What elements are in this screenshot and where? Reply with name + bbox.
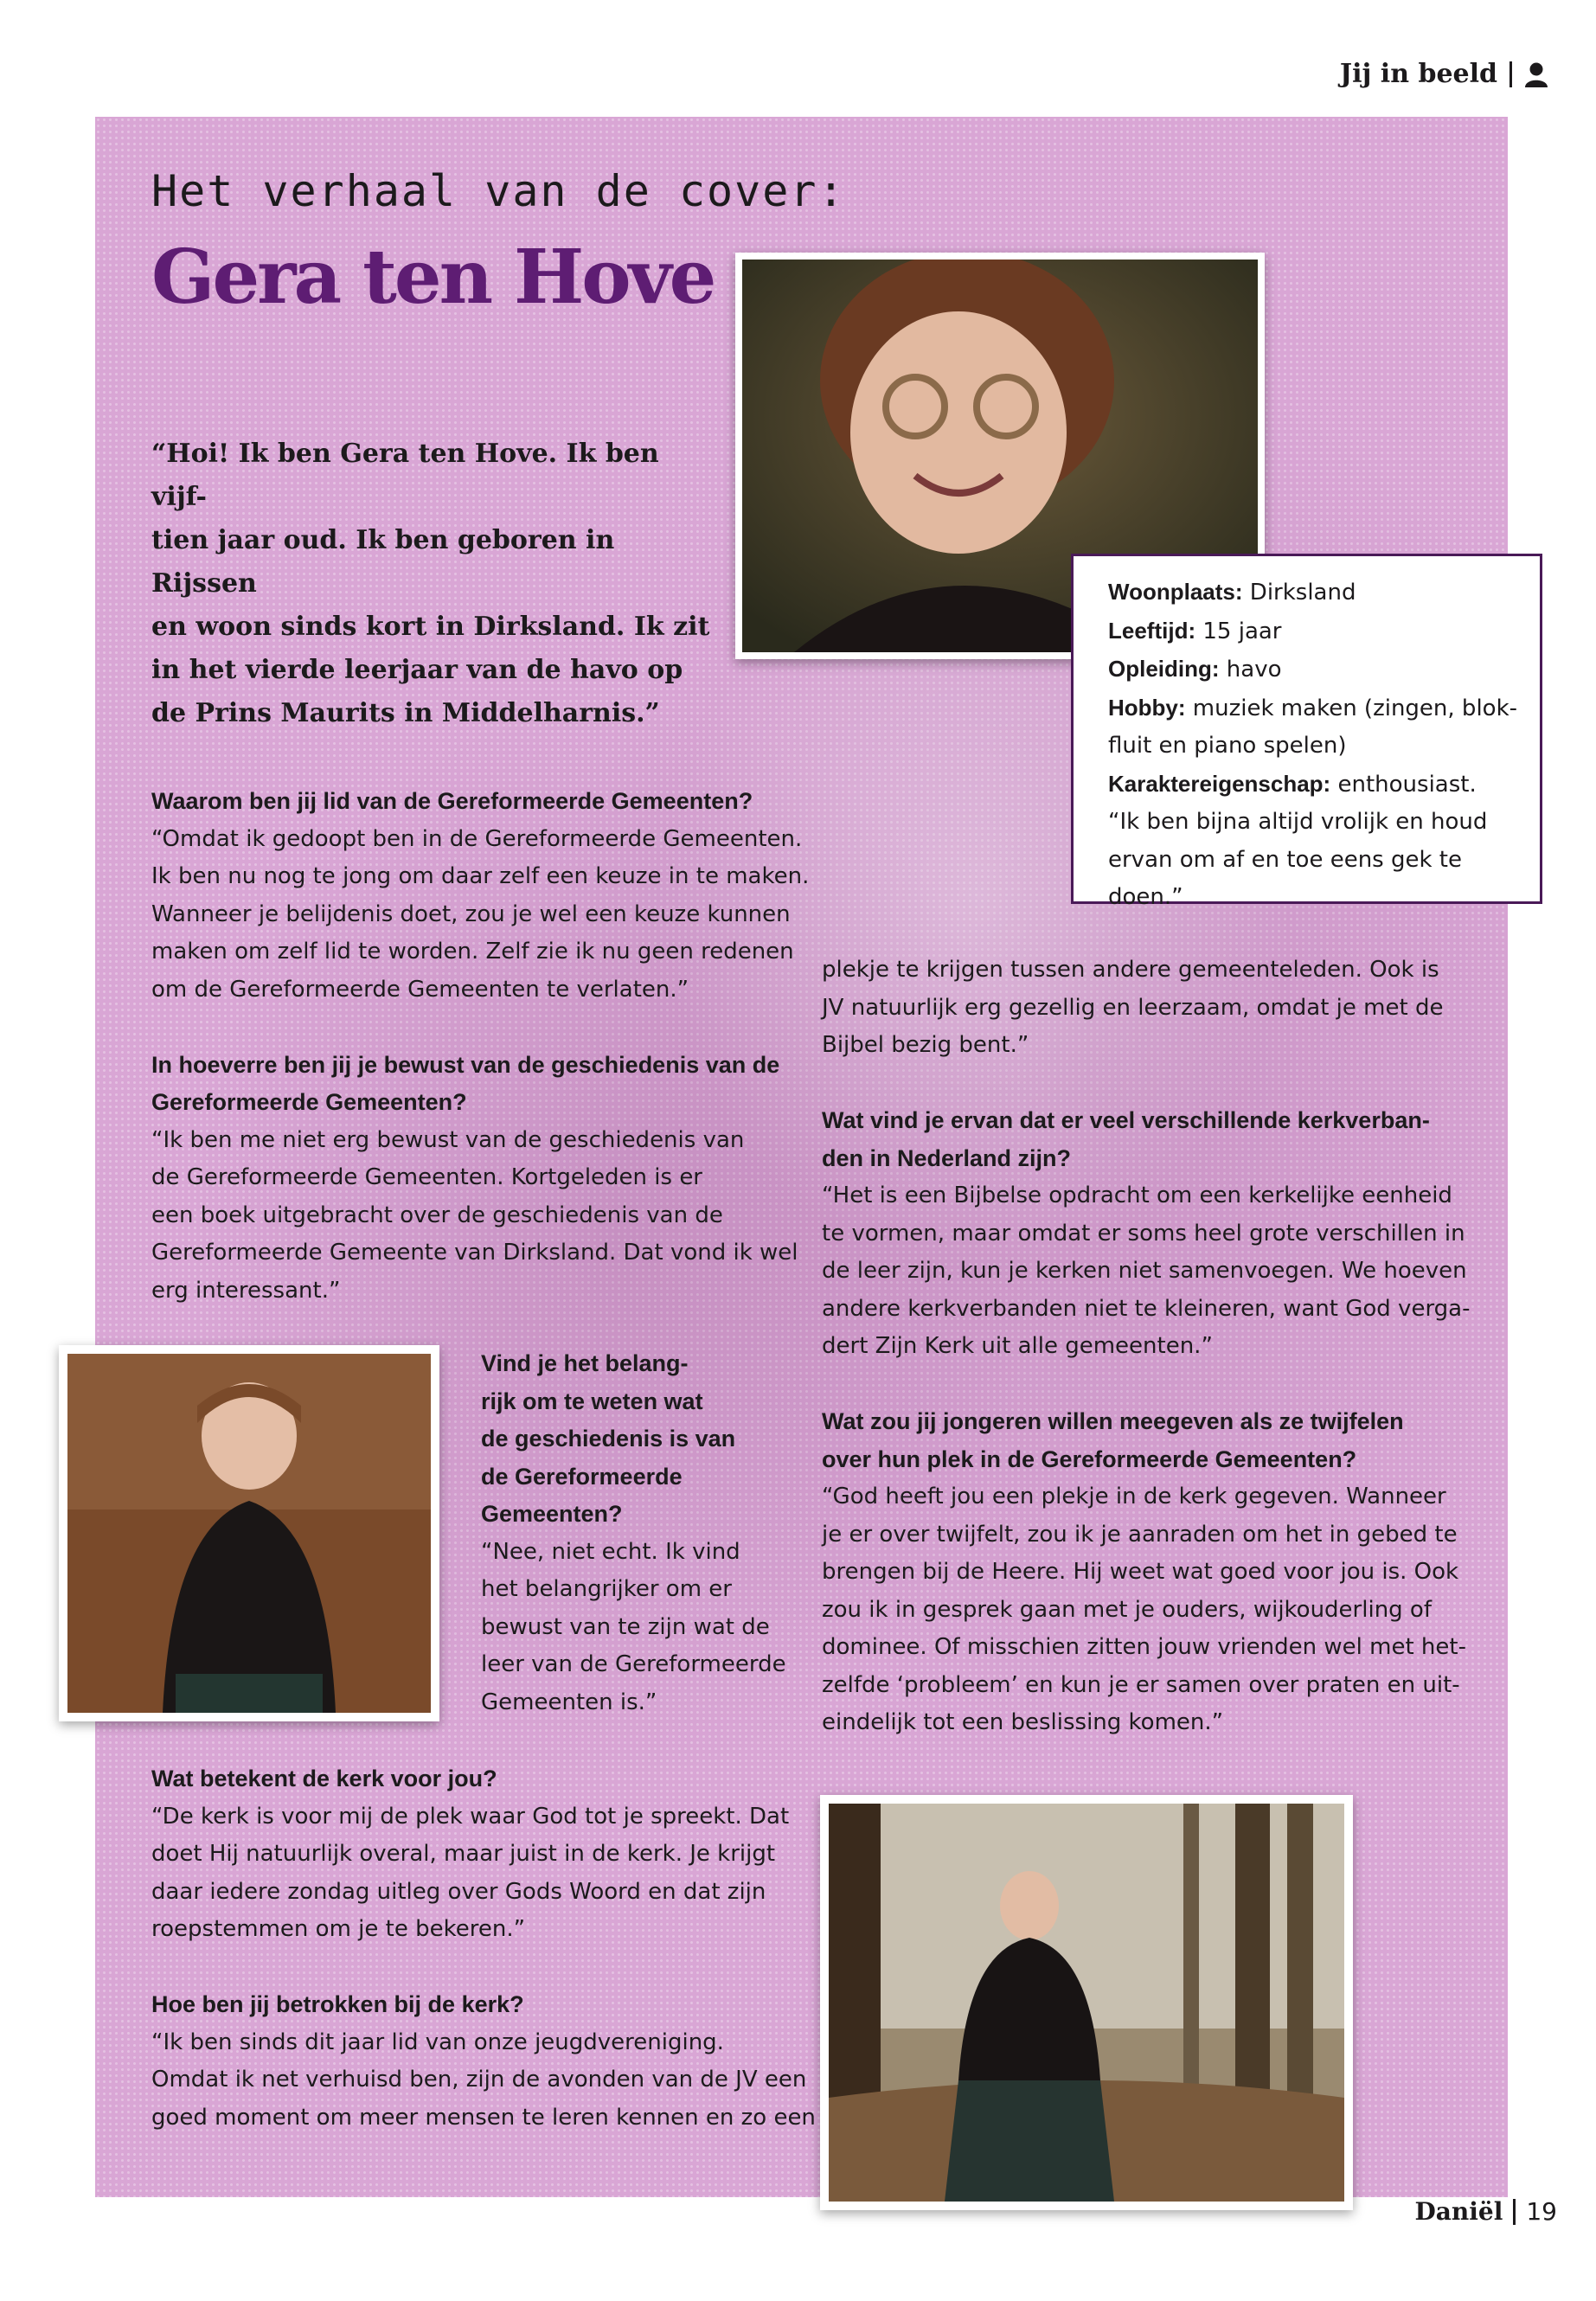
magazine-name: Daniël	[1414, 2197, 1503, 2226]
section-header	[1340, 59, 1548, 89]
forest-photo	[820, 1795, 1353, 2210]
smiling-photo	[59, 1345, 439, 1721]
question: Hoe ben jij betrokken bij de kerk?	[151, 1991, 524, 2017]
footer-divider	[1513, 2199, 1516, 2225]
article-kicker: Het verhaal van de cover:	[151, 166, 846, 216]
value-woonplaats: Dirksland	[1242, 580, 1356, 606]
section-name: Jij in beeld	[1339, 59, 1497, 89]
profile-infobox	[1071, 554, 1542, 910]
qa-right-column: plekje te krijgen tussen andere gemeenteleden. Ook is JV natuurlijk erg gezellig en leerzaam, omdat je met de Bijbel bezig bent.” Wat vind je ervan dat er veel verschillende kerkverban- den in Nederland zijn? “Het is een Bijbelse opdracht om een kerkelijke eenheid te vormen, maar omdat er soms heel grote verschillen in de leer zijn, kun je kerken niet samenvoegen. We hoeven andere kerkverbanden niet te kleineren, want God verga- dert Zijn Kerk uit alle gemeenten.” Wat zou jij jongeren willen meegeven als ze twijfelen over hun plek in de Gereformeerde Gemeenten? “God heeft jou een plekje in de kerk gegeven. Wanneer je er over twijfelt, zou ik je aanraden om het in gebed te brengen bij de Heere. Hij weet wat goed voor jou is. Ook zou ik in gesprek gaan met je ouders, wijkouderling of dominee. Of misschien zitten jouw vrienden wel met het- zelfde ‘probleem’ en kun je er samen over praten en uit- eindelijk tot een beslissing komen.”	[822, 952, 1505, 1742]
infobox-quote: “Ik ben bijna altijd vrolijk en houd	[1108, 809, 1488, 835]
question: Wat zou jij jongeren willen meegeven als ze twijfelen	[822, 1408, 1404, 1434]
page-number: 19	[1526, 2197, 1557, 2226]
article-title: Gera ten Hove	[151, 234, 715, 321]
qa-bottom-left: Wat betekent de kerk voor jou? “De kerk is voor mij de plek waar God tot je spreekt. Dat doet Hij natuurlijk overal, maar juist in de kerk. Je krijgt daar iedere zondag uitleg over Gods Woord en dat zijn roepstemmen om je te bekeren.” Hoe ben jij betrokken bij de kerk? “Ik ben sinds dit jaar lid van onze jeugdvereniging. Omdat ik net verhuisd ben, zijn de avonden van de JV een goed moment om meer mensen te leren kennen en zo een	[151, 1760, 843, 2137]
question: Waarom ben jij lid van de Gereformeerde Gemeenten?	[151, 788, 753, 814]
value-leeftijd: 15 jaar	[1195, 618, 1282, 644]
intro-quote: “Hoi! Ik ben Gera ten Hove. Ik ben vijf- tien jaar oud. Ik ben geboren in Rijssen en woon sinds kort in Dirksland. Ik zit in het vierde leerjaar van de havo op de Prins Maurits in Middelharnis.”	[151, 439, 710, 728]
label-leeftijd: Leeftijd:	[1108, 617, 1196, 644]
question: In hoeverre ben jij je bewust van de geschiedenis van de	[151, 1051, 780, 1078]
qa-middle-column: Vind je het belang- rijk om te weten wat de geschiedenis is van de Gereformeerde Gemeenten? “Nee, niet echt. Ik vind het belangrijker om er bewust van te zijn wat de leer van de Gereformeerde Gemeenten is.”	[481, 1345, 810, 1721]
label-opleiding: Opleiding:	[1108, 656, 1220, 682]
infobox-quote-cont: ervan om af en toe eens gek te doen.”	[1108, 846, 1462, 910]
person-icon	[1524, 61, 1548, 87]
question: Wat betekent de kerk voor jou?	[151, 1766, 497, 1791]
value-hobby: muziek maken (zingen, blok-	[1185, 695, 1518, 721]
qa-left-column: Waarom ben jij lid van de Gereformeerde Gemeenten? “Omdat ik gedoopt ben in de Gereformeerde Gemeenten. Ik ben nu nog te jong om daar zelf een keuze in te maken. Wanneer je belijdenis doet, zou je wel een keuze kunnen maken om zelf lid te worden. Zelf zie ik nu geen redenen om de Gereformeerde Gemeenten te verlaten.” In hoeverre ben jij je bewust van de geschiedenis van de Gereformeerde Gemeenten? “Ik ben me niet erg bewust van de geschiedenis van de Gereformeerde Gemeenten. Kortgeleden is er een boek uitgebracht over de geschiedenis van de Gereformeerde Gemeente van Dirksland. Dat vond ik wel erg interessant.”	[151, 783, 843, 1310]
label-karakter: Karaktereigenschap:	[1108, 770, 1331, 797]
label-woonplaats: Woonplaats:	[1108, 579, 1243, 605]
question: Wat vind je ervan dat er veel verschillende kerkverban-	[822, 1107, 1430, 1133]
page-footer	[1414, 2197, 1557, 2226]
question: Vind je het belang-	[481, 1350, 689, 1376]
header-divider	[1509, 61, 1512, 87]
value-opleiding: havo	[1219, 657, 1282, 683]
value-karakter: enthousiast.	[1330, 771, 1477, 798]
label-hobby: Hobby:	[1108, 694, 1186, 721]
value-hobby-cont: fluit en piano spelen)	[1108, 733, 1347, 759]
